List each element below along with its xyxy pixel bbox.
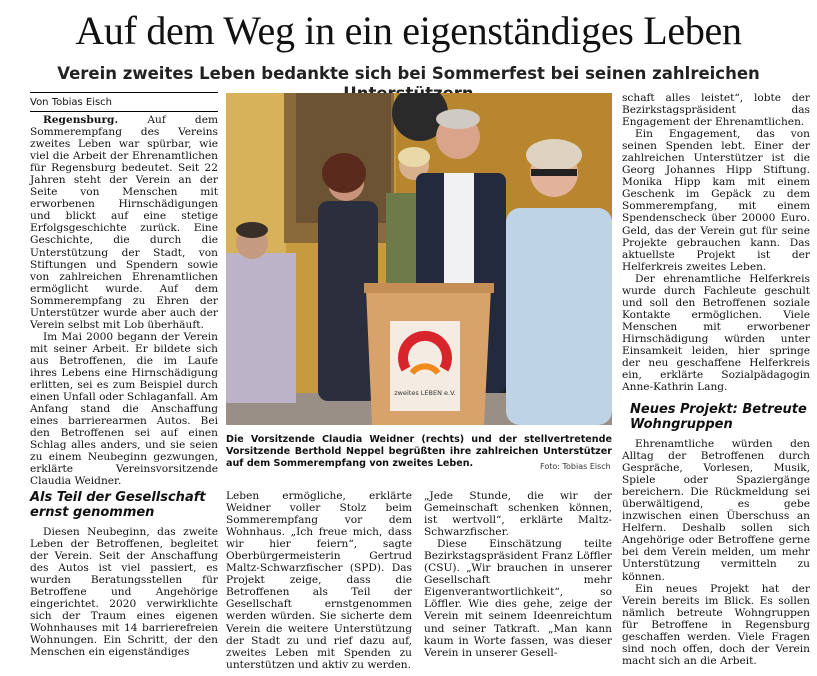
column-1: [30, 114, 218, 487]
photo-caption: Die Vorsitzende Claudia Weidner (rechts) und der stellvertretende Vorsitzende Berthold Neppel begrüßten ihre zahlreichen Unterstützer auf dem Sommerempfang von zweites Leben.: [226, 434, 612, 470]
section-heading-2: Neues Projekt: Betreute Wohngruppen: [630, 402, 807, 432]
column-4-lower: [622, 438, 810, 667]
byline-box: [30, 92, 218, 112]
paragraph: Diese Einschätzung teilte Bezirkstagspräsident Franz Löffler (CSU). „Wir brauchen in unserer Gesellschaft mehr Eigenverantwortlichkeit“, so Löffler. Wie dies gehe, zeige der Verein mit seinem Ideenreichtum und seiner Tatkraft. „Man kann kaum in Worte fassen, was dieser Verein in unserer Gesell-: [424, 538, 612, 659]
paragraph: Auf dem Sommerempfang des Vereins zweites Leben war spürbar, wie viel die Arbeit der Ehrenamtlichen für Regensburg bedeutet. Seit 22 Jahren steht der Verein an der Seite von Menschen mit erworbenen Hirnschädigungen und blickt auf eine stetige Erfolgsgeschichte zurück. Eine Geschichte, die durch die Unterstützung der Stadt, von Stiftungen und Spendern sowie von zahlreichen Ehrenamtlichen ermöglicht wurde. Auf dem Sommerempfang zu Ehren der Unterstützer wurde aber auch der Verein selbst mit Lob überhäuft.: [30, 114, 219, 331]
column-2: [226, 490, 412, 671]
article-photo: [226, 93, 612, 425]
byline: Von Tobias Eisch: [30, 93, 218, 112]
paragraph: Ehrenamtliche würden den Alltag der Betroffenen durch Gespräche, Vorlesen, Musik, Spiele oder Spaziergänge bereichern. Die Rückmeldung sei überwältigend, es gebe inzwischen einen Überschuss an Helfern. Deshalb sollen sich Angehörige oder Betroffene gerne bei dem Verein melden, um mehr Unterstützung vermitteln zu können.: [622, 438, 810, 583]
subheadline: Verein zweites Leben bedankte sich bei Sommerfest bei seinen zahlreichen: [57, 64, 760, 83]
column-1-lower: [30, 526, 218, 659]
paragraph: „Jede Stunde, die wir der Gemeinschaft schenken können, ist wertvoll“, erklärte Maltz-Schwarzfischer.: [424, 490, 612, 539]
dateline: Regensburg.: [43, 114, 119, 126]
photo-illustration: [226, 93, 612, 425]
paragraph: schaft alles leistet“, lobte der Bezirkstagspräsident das Engagement der Ehrenamtlichen.: [622, 92, 810, 129]
paragraph: Diesen Neubeginn, das zweite Leben der Betroffenen, begleitet der Verein. Seit der Anschaffung des Autos ist viel passiert, es wurden Beratungsstellen für Betroffene und Angehörige eingerichtet. 2020 verwirklichte sich der Traum eines eigenen Wohnhauses mit 14 barrierefreien Wohnungen. Ein Schritt, der den Menschen ein eigenständiges: [30, 526, 218, 659]
headline: Auf dem Weg in ein eigenständiges Leben: [75, 8, 742, 53]
column-4: [622, 92, 810, 393]
paragraph: Im Mai 2000 begann der Verein mit seiner Arbeit. Er bildete sich aus Betroffenen, die im Laufe ihres Lebens eine Hirnschädigung erlitten, sei es zum Beispiel durch einen Unfall oder Schlaganfall. Am Anfang stand die Anschaffung eines barrierearmen Autos. Bei den Betroffenen sei auf einen Schlag alles anders, und sie seien zu einem Neubeginn gezwungen, erklärte Vereinsvorsitzende Claudia Weidner.: [30, 330, 219, 488]
paragraph: Ein Engagement, das von seinen Spenden lebt. Einer der zahlreichen Unterstützer ist die Georg Johannes Hipp Stiftung. Monika Hipp kam mit einem Geschenk im Gepäck zu dem Sommerempfang, mit einem Spendenscheck über 20000 Euro. Geld, das der Verein gut für seine Projekte gebrauchen kann. Das aktuellste Projekt ist der Helferkreis zweites Leben.: [622, 128, 810, 273]
paragraph: Leben ermögliche, erklärte Weidner voller Stolz beim Sommerempfang vor dem Wohnhaus. „Ich freue mich, dass wir hier feiern“, sagte Oberbürgermeisterin Gertrud Maltz-Schwarzfischer (SPD). Das Projekt zeige, dass die Betroffenen als Teil der Gesellschaft ernstgenommen werden würden. Sie sicherte dem Verein die weitere Unterstützung der Stadt zu und rief dazu auf, zweites Leben mit Spenden zu unterstützen und aktiv zu werden.: [226, 490, 412, 671]
paragraph: Ein neues Projekt hat der Verein bereits im Blick. Es sollen nämlich betreute Wohngruppen für Betroffene in Regensburg geschaffen werden. Viele Fragen sind noch offen, doch der Verein macht sich an die Arbeit.: [622, 582, 810, 667]
photo-credit: Foto: Tobias Eisch: [540, 462, 611, 471]
paragraph: Der ehrenamtliche Helferkreis wurde durch Fachleute geschult und soll den Betroffenen soziale Kontakte ermöglichen. Viele Menschen mit erworbener Hirnschädigung würden unter Einsamkeit leiden, hier springe der neu geschaffene Helferkreis ein, erklärte Sozialpädagogin Anne-Kathrin Lang.: [622, 272, 810, 394]
column-3: [424, 490, 612, 659]
podium-logo-text: zweites LEBEN e.V.: [394, 389, 456, 397]
section-heading-1: Als Teil der Gesellschaft ernst genommen: [30, 490, 206, 520]
